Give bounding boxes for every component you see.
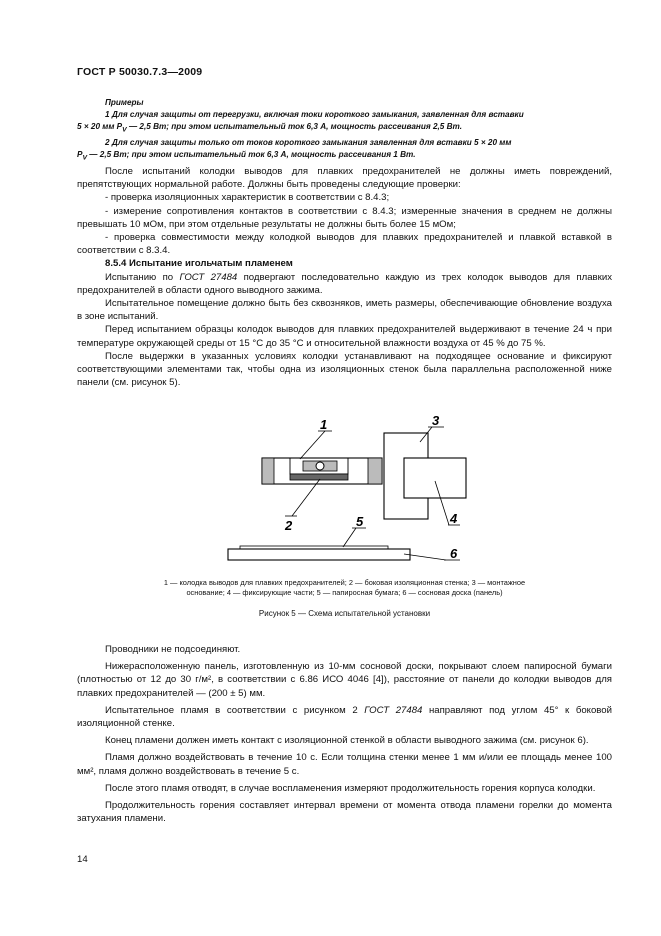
terminal-block-hatch-right — [368, 458, 382, 484]
paragraph: Нижерасположенную панель, изготовленную из 10-мм сосновой доски, покрывают слоем папиросной бумаги (плотностью от 12 до 30 г/м², в соответствии с 6.86 ИСО 4046 [4]), расстояние от панели до колодки выводов для плавких предохранителей — (200 ± 5) мм. — [77, 661, 612, 699]
list-item: - измерение сопротивления контактов в соответствии с 8.4.3; измеренные значения в среднем не должны превышать 10 мОм, при этом отдельные результаты не должны быть более 15 мОм; — [77, 205, 612, 230]
paragraph: Проводники не подсоединяют. — [105, 644, 241, 655]
figure-label-1: 1 — [320, 417, 328, 432]
paragraph: Продолжительность горения составляет интервал времени от момента отвода пламени горелки до момента затухания пламени. — [77, 800, 612, 825]
figure-label-2: 2 — [285, 518, 293, 533]
paragraph: Конец пламени должен иметь контакт с изоляционной стенкой в области выводного зажима (см. рисунок 6). — [105, 735, 589, 747]
body-section-2 — [77, 643, 612, 825]
list-item: - проверка изоляционных характеристик в соответствии с 8.4.3; — [105, 192, 390, 204]
fixing-part — [404, 458, 466, 498]
figure-legend-line-1: 1 — колодка выводов для плавких предохранителей; 2 — боковая изоляционная стенка; 3 — монтажное — [163, 578, 526, 587]
paragraph: Испытательное помещение должно быть без сквозняков, иметь размеры, обеспечивающие обновление воздуха в зоне испытаний. — [77, 298, 612, 323]
section-heading: 8.5.4 Испытание игольчатым пламенем — [105, 258, 293, 270]
figure-label-6: 6 — [450, 546, 458, 561]
standard-reference: ГОСТ 27484 — [364, 704, 423, 716]
paragraph: После этого пламя отводят, в случае воспламенения измеряют продолжительность горения корпуса колодки. — [105, 782, 596, 794]
example-1-line-1: 1 Для случая защиты от перегрузки, включая токи короткого замыкания, заявленная для вставки — [105, 110, 524, 120]
figure-legend-line-2: основание; 4 — фиксирующие части; 5 — папиросная бумага; 6 — сосновая доска (панель) — [186, 588, 503, 597]
figure-caption: Рисунок 5 — Схема испытательной установки — [258, 609, 431, 618]
paragraph: После испытаний колодки выводов для плавких предохранителей не должны иметь повреждений, препятствующих нормальной работе. Должны быть проведены следующие проверки: — [77, 166, 612, 191]
pine-board — [228, 549, 410, 560]
figure-label-5: 5 — [356, 514, 364, 529]
figure-legend — [77, 578, 612, 598]
paragraph: Перед испытанием образцы колодок выводов для плавких предохранителей выдерживают в течение 24 ч при температуре окружающей среды от 15 °С до 35 °С и относительной влажности воздуха от 45 % до 75 %. — [77, 324, 612, 349]
standard-reference: ГОСТ 27484 — [179, 271, 238, 283]
terminal-block-hatch-left — [262, 458, 274, 484]
page-number: 14 — [77, 854, 88, 865]
example-1-line-2: 5 × 20 мм $P_V$ — 2,5 Вт; при этом испытательный ток 6,3 А, мощность рассеивания 2,5 Вт. — [77, 122, 462, 135]
paragraph: Испытанию по ГОСТ 27484 подвергают последовательно каждую из трех колодок выводов для плавких предохранителей в области одного выводного зажима. — [77, 271, 612, 296]
side-insulation-wall — [290, 474, 348, 480]
example-2-line-2: $P_V$ — 2,5 Вт; при этом испытательный ток 6,3 А, мощность рассеивания 1 Вт. — [77, 150, 416, 163]
paragraph: Испытательное пламя в соответствии с рисунком 2 ГОСТ 27484 направляют под углом 45° к боковой изоляционной стенке. — [77, 704, 612, 730]
fuse-indicator — [316, 462, 324, 470]
document-header: ГОСТ Р 50030.7.3—2009 — [77, 66, 203, 78]
paragraph: После выдержки в указанных условиях колодки устанавливают на подходящее основание и фиксируют соответствующими элементами так, чтобы одна из изоляционных стенок была параллельна расположенной ниже панели (см. рисунок 5). — [77, 350, 612, 389]
list-item: - проверка совместимости между колодкой выводов для плавких предохранителей и плавкой вставкой в соответствии с 8.3.4. — [77, 232, 612, 257]
paragraph: Пламя должно воздействовать в течение 10 с. Если толщина стенки менее 1 мм и/или ее площадь менее 100 мм², пламя должно воздействовать в течение 5 с. — [77, 752, 612, 777]
example-2-line-1: 2 Для случая защиты только от токов короткого замыкания заявленная для вставки 5 × 20 мм — [105, 138, 512, 148]
examples-title: Примеры — [105, 98, 144, 107]
figure-label-4: 4 — [450, 511, 458, 526]
figure-label-3: 3 — [432, 413, 440, 428]
